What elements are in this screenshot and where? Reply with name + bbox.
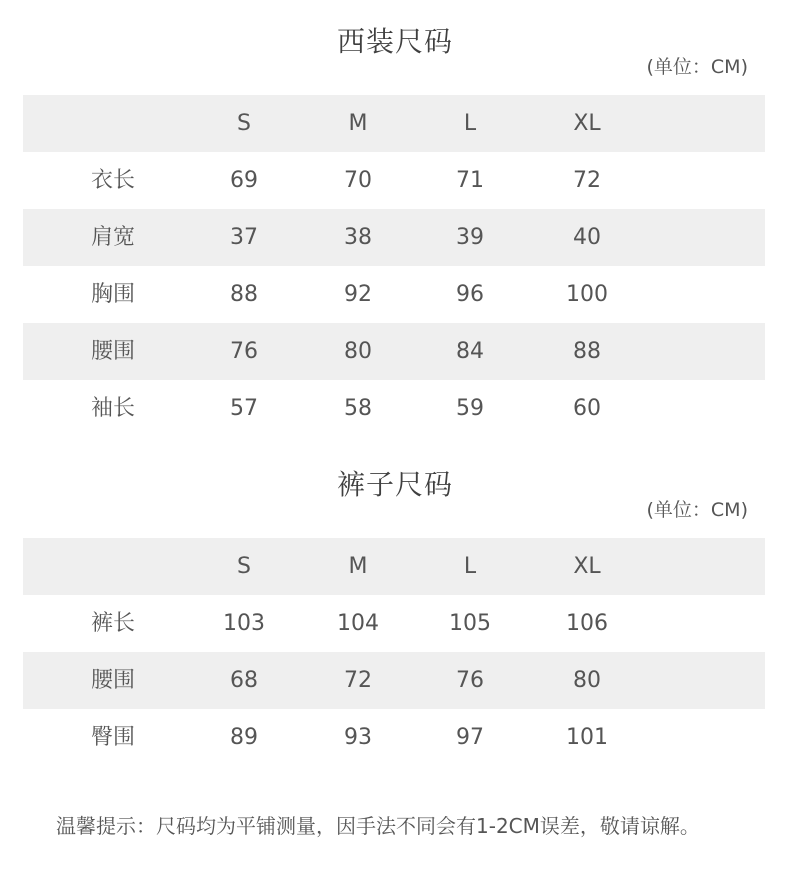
size-value: 88 <box>573 339 601 364</box>
table-row <box>23 652 765 709</box>
size-value: 76 <box>230 339 258 364</box>
header-cell: XL <box>573 111 601 136</box>
size-value: 76 <box>456 668 484 693</box>
size-value: 105 <box>449 611 491 636</box>
size-value: 68 <box>230 668 258 693</box>
pants-header-row <box>23 538 765 595</box>
table-row <box>23 209 765 266</box>
row-label: 肩宽 <box>90 225 135 250</box>
size-value: 58 <box>344 396 372 421</box>
table-row <box>23 595 765 652</box>
row-label: 腰围 <box>90 339 135 364</box>
suit-unit-label: (单位：CM) <box>646 56 748 78</box>
header-cell: L <box>463 111 477 136</box>
size-value: 93 <box>344 725 372 750</box>
header-cell: S <box>237 554 251 579</box>
table-row <box>23 380 765 437</box>
size-value: 101 <box>566 725 608 750</box>
size-value: 84 <box>456 339 484 364</box>
size-value: 104 <box>337 611 379 636</box>
header-cell: M <box>348 554 368 579</box>
size-value: 89 <box>230 725 258 750</box>
suit-header-row <box>23 95 765 152</box>
size-value: 72 <box>573 168 601 193</box>
size-value: 57 <box>230 396 258 421</box>
header-cell <box>63 95 163 152</box>
row-label: 裤长 <box>90 611 135 636</box>
size-value: 70 <box>344 168 372 193</box>
table-row <box>23 709 765 766</box>
size-value: 103 <box>223 611 265 636</box>
size-value: 72 <box>344 668 372 693</box>
header-cell: S <box>237 111 251 136</box>
suit-size-table <box>23 95 765 437</box>
size-value: 106 <box>566 611 608 636</box>
pants-unit-label: (单位：CM) <box>646 499 748 521</box>
measurement-note: 温馨提示：尺码均为平铺测量，因手法不同会有1-2CM误差，敬请谅解。 <box>56 814 700 838</box>
pants-size-table <box>23 538 765 766</box>
row-label: 胸围 <box>90 282 135 307</box>
header-cell <box>63 538 163 595</box>
size-value: 40 <box>573 225 601 250</box>
size-value: 60 <box>573 396 601 421</box>
header-cell: L <box>463 554 477 579</box>
table-row <box>23 323 765 380</box>
size-value: 38 <box>344 225 372 250</box>
suit-size-title: 西装尺码 <box>336 25 453 58</box>
size-value: 88 <box>230 282 258 307</box>
size-value: 96 <box>456 282 484 307</box>
size-value: 59 <box>456 396 484 421</box>
row-label: 臀围 <box>90 725 135 750</box>
size-value: 39 <box>456 225 484 250</box>
size-value: 69 <box>230 168 258 193</box>
size-value: 80 <box>573 668 601 693</box>
pants-size-title: 裤子尺码 <box>336 468 453 501</box>
table-row <box>23 152 765 209</box>
size-value: 37 <box>230 225 258 250</box>
size-value: 71 <box>456 168 484 193</box>
row-label: 衣长 <box>90 168 135 193</box>
size-value: 80 <box>344 339 372 364</box>
row-label: 袖长 <box>90 396 135 421</box>
header-cell: XL <box>573 554 601 579</box>
header-cell: M <box>348 111 368 136</box>
size-value: 92 <box>344 282 372 307</box>
size-value: 97 <box>456 725 484 750</box>
size-value: 100 <box>566 282 608 307</box>
table-row <box>23 266 765 323</box>
row-label: 腰围 <box>90 668 135 693</box>
